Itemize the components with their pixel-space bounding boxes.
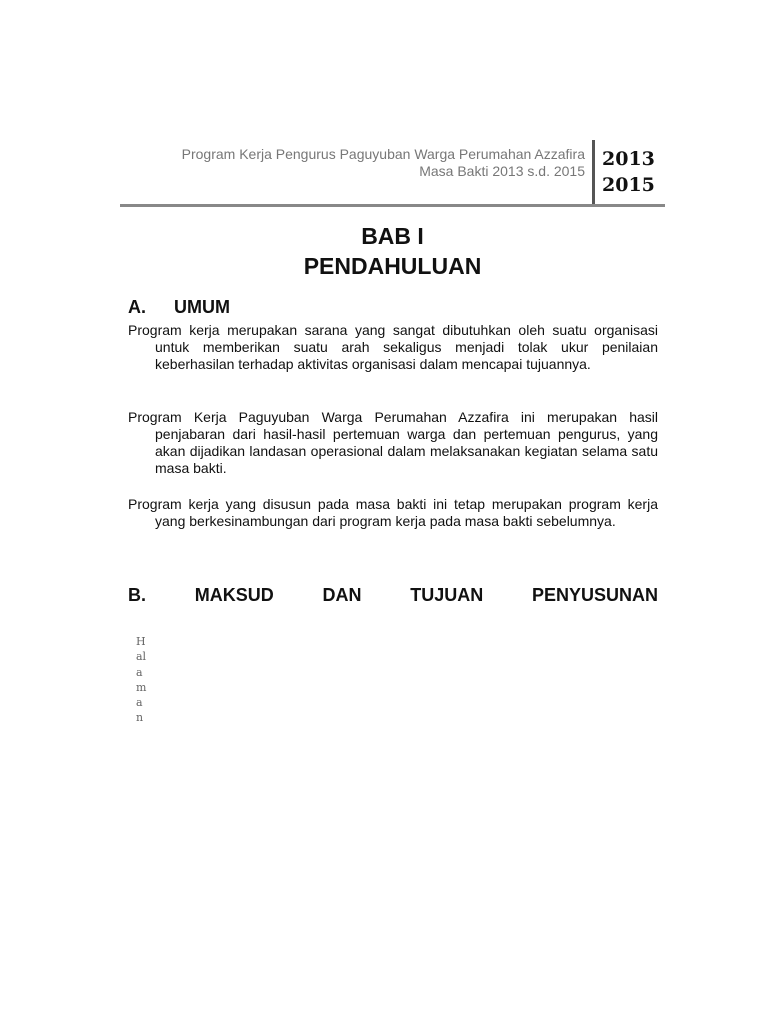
year-end: 2015 xyxy=(602,174,655,196)
year-start: 2013 xyxy=(602,148,655,170)
header-period: Masa Bakti 2013 s.d. 2015 xyxy=(419,163,585,179)
section-a-letter: A. xyxy=(128,297,146,317)
header-years xyxy=(602,146,655,198)
paragraph-3: Program kerja yang disusun pada masa bakti ini tetap merupakan program kerja yang berkesinambungan dari program kerja pada masa bakti sebelumnya. xyxy=(128,496,658,529)
header-text xyxy=(182,146,585,180)
section-b-word-1: MAKSUD xyxy=(194,585,274,605)
section-b-word-3: TUJUAN xyxy=(410,585,484,605)
paragraph-1: Program kerja merupakan sarana yang sangat dibutuhkan oleh suatu organisasi untuk memberikan suatu arah sekaligus menjadi tolak ukur penilaian keberhasilan terhadap aktivitas organisasi dalam mencapai tujuannya. xyxy=(128,322,658,372)
section-b-word-4: PENYUSUNAN xyxy=(531,585,658,605)
section-b-letter: B. xyxy=(128,585,146,605)
chapter-number: BAB I xyxy=(361,223,424,249)
header-org-title: Program Kerja Pengurus Paguyuban Warga Perumahan Azzafira xyxy=(181,146,585,162)
page-header xyxy=(120,140,665,207)
section-b-word-2: DAN xyxy=(322,585,362,605)
section-a-heading xyxy=(128,296,230,318)
chapter-title: PENDAHULUAN xyxy=(303,253,482,279)
page-label: Halaman xyxy=(136,635,147,725)
section-b-heading xyxy=(128,584,658,606)
section-a-title: UMUM xyxy=(174,297,230,317)
paragraph-2: Program Kerja Paguyuban Warga Perumahan Azzafira ini merupakan hasil penjabaran dari hasil-hasil pertemuan warga dan pertemuan pengurus, yang akan dijadikan landasan operasional dalam melaksanakan kegiatan selama satu masa bakti. xyxy=(128,409,658,476)
header-divider xyxy=(592,140,595,204)
